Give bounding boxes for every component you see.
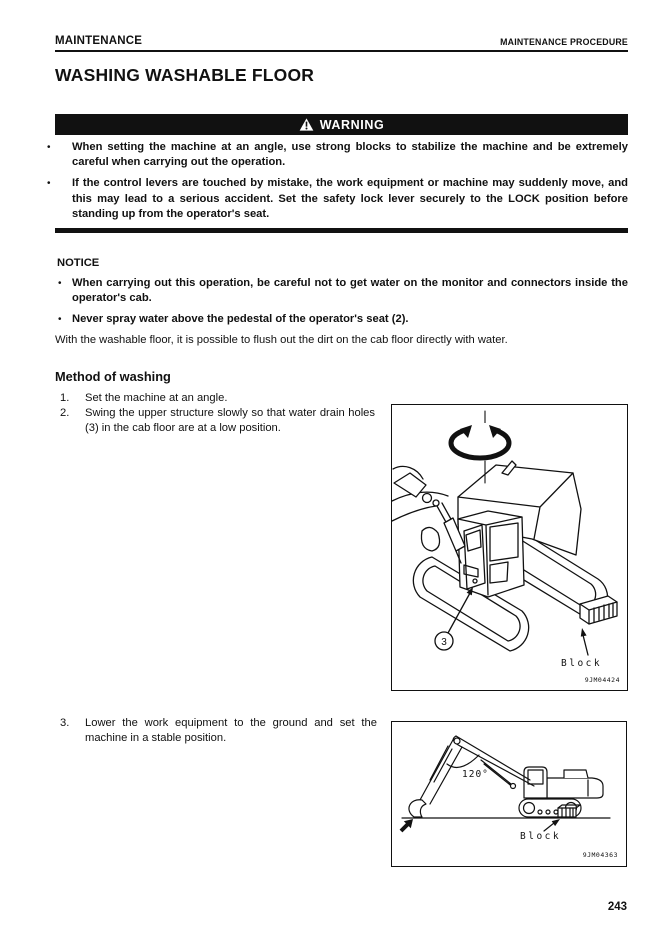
warning-bullet-item: [47, 140, 628, 170]
warning-bottom-rule: [55, 228, 628, 233]
page-title: WASHING WASHABLE FLOOR: [55, 65, 315, 85]
operator-cab: [458, 511, 524, 597]
step-item-2: [60, 406, 375, 436]
svg-text:3: 3: [441, 637, 447, 648]
page-content: [47, 0, 628, 436]
page-header: [55, 35, 628, 52]
figure-code: 9JM04363: [582, 851, 618, 859]
step-list: [55, 391, 375, 437]
page-number: 243: [607, 901, 627, 913]
svg-text:120°: 120°: [462, 769, 489, 780]
bullet-dot-icon: •: [47, 178, 51, 190]
step-text: Swing the upper structure slowly so that water drain holes (3) in the cab floor are at a low position.: [85, 406, 375, 434]
step-number: 3.: [60, 717, 70, 729]
section-heading: Method of washing: [55, 368, 171, 384]
intro-paragraph: With the washable floor, it is possible to flush out the dirt on the cab floor directly with water.: [55, 334, 508, 347]
figure-lower-equipment-illustration: [391, 721, 627, 867]
notice-bullet-item: [58, 276, 628, 306]
step-number: 2.: [60, 406, 70, 419]
boom-and-cylinder: [392, 466, 465, 563]
ground-contact-arrow-icon: [400, 819, 413, 832]
step-number: 1.: [60, 391, 70, 404]
warning-triangle-icon: [299, 118, 314, 131]
step-text: Lower the work equipment to the ground and set the machine in a stable position.: [85, 717, 377, 745]
warning-bullet-text: If the control levers are touched by mistake, the work equipment or machine may suddenly move, and this may lead to a serious accident. Set the safety lock lever securely to the LOCK position before standing up from the operator's seat.: [72, 177, 628, 220]
notice-bullet-text: When carrying out this operation, be careful not to get water on the monitor and connectors inside the operator's cab.: [72, 276, 628, 304]
step-list-continued: [60, 716, 377, 746]
svg-text:Block: Block: [561, 658, 603, 669]
bullet-dot-icon: •: [47, 142, 51, 153]
figure-code: 9JM04424: [584, 676, 620, 684]
step-text: Set the machine at an angle.: [85, 391, 228, 404]
notice-bullet-item: [58, 312, 628, 327]
warning-bullet-item: [47, 176, 628, 222]
block-label: [520, 819, 561, 842]
header-chapter-title: MAINTENANCE PROCEDURE: [500, 37, 628, 47]
figure-swing-illustration: [391, 404, 628, 691]
bullet-dot-icon: •: [58, 277, 62, 289]
excavator-side-drawing: [392, 722, 625, 865]
svg-text:Block: Block: [520, 831, 562, 842]
bullet-dot-icon: •: [58, 314, 62, 326]
notice-label: NOTICE: [57, 256, 100, 269]
upper-structure: [524, 767, 603, 799]
step-item-1: [60, 391, 375, 406]
warning-bullet-text: When setting the machine at an angle, use strong blocks to stabilize the machine and be extremely careful when carrying out the operation.: [72, 141, 628, 169]
excavator-swing-drawing: [392, 405, 626, 689]
notice-bullet-list: [55, 276, 628, 328]
notice-bullet-text: Never spray water above the pedestal of the operator's seat (2).: [72, 313, 409, 326]
header-section-title: MAINTENANCE: [55, 35, 143, 47]
block-label: [561, 628, 602, 669]
warning-banner: [55, 114, 628, 135]
warning-banner-label: WARNING: [319, 117, 385, 132]
warning-bullet-list: [47, 140, 628, 222]
step-item-3: [60, 716, 377, 746]
